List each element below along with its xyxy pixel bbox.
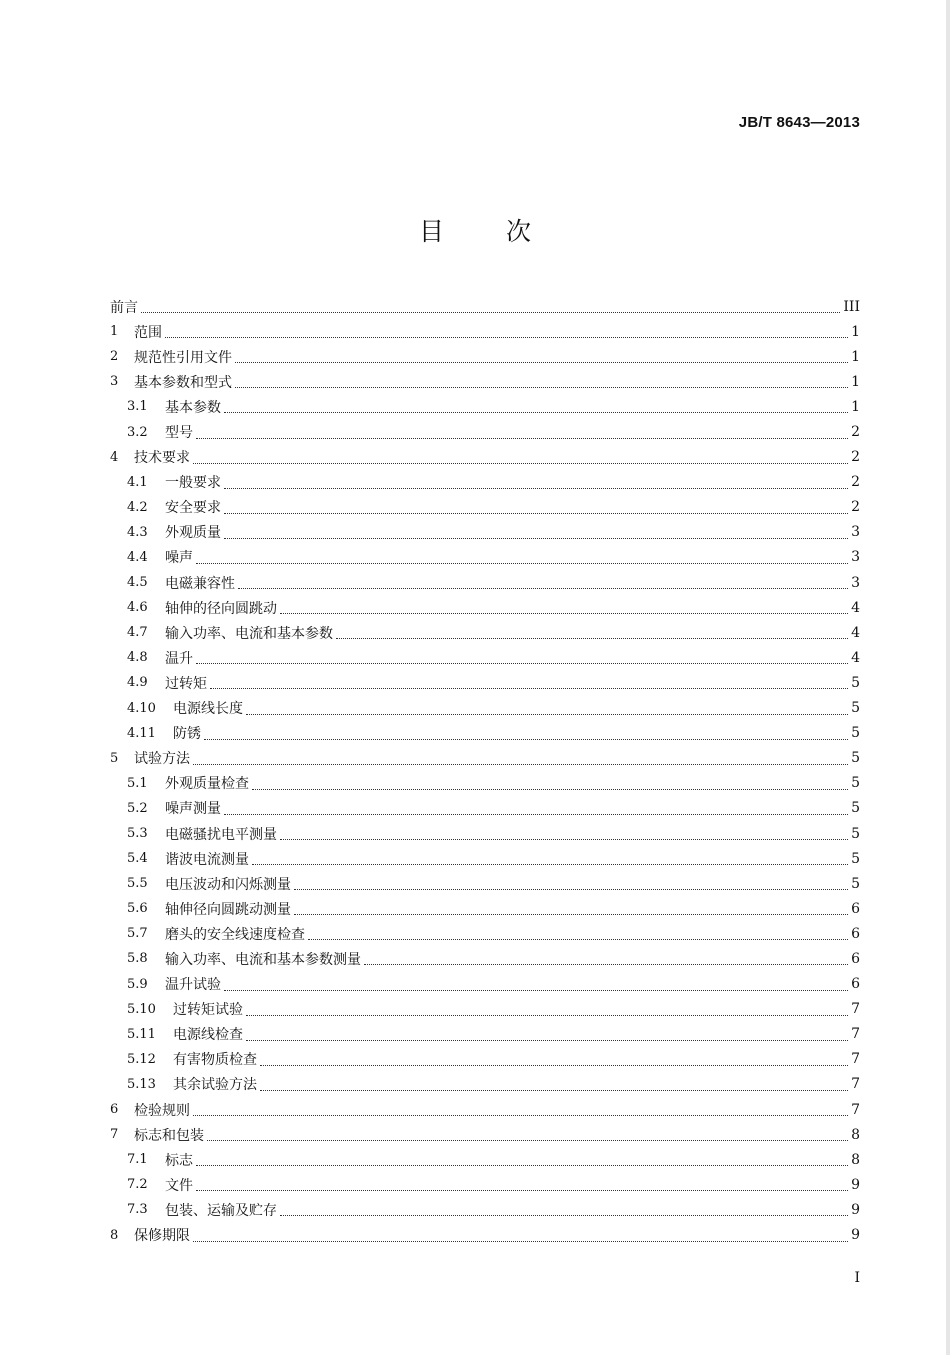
- toc-entry-label: 文件: [165, 1177, 193, 1194]
- toc-entry-page: 5: [851, 725, 860, 742]
- toc-entry-label: 保修期限: [134, 1228, 190, 1245]
- toc-entry-number: 5.8: [127, 951, 148, 967]
- toc-entry-page: 7: [851, 1076, 860, 1093]
- toc-dot-leader: [210, 678, 848, 689]
- toc-entry[interactable]: [110, 1097, 860, 1122]
- toc-entry-page: 6: [851, 900, 860, 917]
- toc-entry-label: 电源线检查: [173, 1027, 243, 1044]
- toc-entry-page: 1: [851, 373, 860, 390]
- toc-entry[interactable]: [110, 470, 860, 495]
- toc-entry-label: 基本参数: [165, 399, 221, 416]
- toc-entry[interactable]: [110, 746, 860, 771]
- toc-dot-leader: [252, 854, 848, 865]
- toc-entry-page: 1: [851, 348, 860, 365]
- toc-entry[interactable]: [110, 896, 860, 921]
- toc-entry-label: 标志: [165, 1152, 193, 1169]
- toc-dot-leader: [204, 729, 848, 740]
- toc-entry-number: 4.9: [127, 675, 148, 691]
- toc-dot-leader: [196, 1180, 848, 1191]
- toc-entry[interactable]: [110, 1147, 860, 1172]
- toc-entry-number: 5.5: [127, 876, 148, 892]
- toc-dot-leader: [193, 754, 848, 765]
- toc-entry-number: 4.7: [127, 625, 148, 641]
- toc-entry-number: 7.3: [127, 1202, 148, 1218]
- toc-entry-page: 2: [851, 474, 860, 491]
- toc-entry[interactable]: [110, 696, 860, 721]
- toc-entry-number: 5.13: [127, 1076, 156, 1092]
- toc-entry-label: 噪声: [165, 550, 193, 567]
- toc-entry-page: 8: [851, 1151, 860, 1168]
- toc-entry-page: 3: [851, 524, 860, 541]
- toc-dot-leader: [224, 980, 848, 991]
- toc-dot-leader: [141, 302, 840, 313]
- toc-dot-leader: [165, 327, 848, 338]
- toc-dot-leader: [224, 804, 848, 815]
- toc-entry-label: 一般要求: [165, 475, 221, 492]
- toc-entry-number: 7: [110, 1127, 119, 1143]
- toc-entry-page: 7: [851, 1026, 860, 1043]
- toc-entry-page: 2: [851, 499, 860, 516]
- toc-entry[interactable]: [110, 595, 860, 620]
- toc-entry-number: 4.11: [127, 725, 156, 741]
- document-code: JB/T 8643—2013: [738, 114, 860, 131]
- toc-entry-page: 6: [851, 976, 860, 993]
- page-title-part2: 次: [506, 217, 532, 246]
- toc-entry-page: 5: [851, 700, 860, 717]
- toc-entry-page: 5: [851, 875, 860, 892]
- toc-entry-label: 安全要求: [165, 500, 221, 517]
- toc-entry-label: 标志和包装: [134, 1127, 204, 1144]
- toc-dot-leader: [193, 1231, 848, 1242]
- toc-entry-number: 5.7: [127, 926, 148, 942]
- toc-entry-page: 5: [851, 800, 860, 817]
- toc-entry-label: 电源线长度: [173, 701, 243, 718]
- toc-entry[interactable]: [110, 369, 860, 394]
- toc-entry[interactable]: [110, 394, 860, 419]
- toc-entry-number: 3: [110, 374, 119, 390]
- toc-entry-label: 范围: [134, 324, 162, 341]
- toc-entry-number: 3.2: [127, 424, 148, 440]
- toc-entry-number: 1: [110, 324, 119, 340]
- toc-dot-leader: [207, 1130, 848, 1141]
- toc-entry-number: 4.4: [127, 549, 148, 565]
- toc-entry-label: 有害物质检查: [173, 1052, 257, 1069]
- toc-entry-label: 轴伸径向圆跳动测量: [165, 901, 291, 918]
- toc-entry-label: 试验方法: [134, 751, 190, 768]
- toc-entry-number: 5.9: [127, 976, 148, 992]
- toc-entry-label: 电压波动和闪烁测量: [165, 876, 291, 893]
- toc-dot-leader: [294, 904, 848, 915]
- toc-dot-leader: [193, 453, 848, 464]
- toc-entry-label: 防锈: [173, 726, 201, 743]
- toc-entry-number: 5.6: [127, 901, 148, 917]
- toc-dot-leader: [308, 929, 848, 940]
- toc-dot-leader: [238, 578, 848, 589]
- toc-entry[interactable]: [110, 419, 860, 444]
- toc-entry[interactable]: [110, 520, 860, 545]
- toc-entry-label: 技术要求: [134, 450, 190, 467]
- toc-dot-leader: [336, 628, 848, 639]
- page-title-part1: 目: [418, 217, 444, 246]
- toc-entry[interactable]: [110, 294, 860, 319]
- toc-dot-leader: [193, 1105, 848, 1116]
- toc-entry-number: 4.2: [127, 499, 148, 515]
- toc-entry-label: 外观质量: [165, 525, 221, 542]
- toc-entry[interactable]: [110, 445, 860, 470]
- toc-dot-leader: [196, 428, 848, 439]
- toc-entry-number: 5.4: [127, 851, 148, 867]
- toc-entry-number: 4.10: [127, 700, 156, 716]
- toc-entry[interactable]: [110, 921, 860, 946]
- toc-entry-label: 规范性引用文件: [134, 349, 232, 366]
- toc-entry-page: 9: [851, 1176, 860, 1193]
- toc-entry[interactable]: [110, 1047, 860, 1072]
- toc-entry-label: 电磁兼容性: [165, 575, 235, 592]
- toc-entry[interactable]: [110, 821, 860, 846]
- page-title: [0, 212, 950, 248]
- toc-dot-leader: [224, 402, 848, 413]
- toc-dot-leader: [280, 829, 848, 840]
- toc-entry-number: 4.3: [127, 524, 148, 540]
- toc-entry-page: 6: [851, 950, 860, 967]
- toc-entry-number: 4.1: [127, 474, 148, 490]
- toc-entry-number: 4.5: [127, 575, 148, 591]
- page-edge: [946, 0, 950, 1355]
- toc-entry-label: 磨头的安全线速度检查: [165, 926, 305, 943]
- toc-entry-label: 轴伸的径向圆跳动: [165, 600, 277, 617]
- toc-dot-leader: [294, 879, 848, 890]
- toc-entry[interactable]: [110, 871, 860, 896]
- toc-entry[interactable]: [110, 620, 860, 645]
- toc-dot-leader: [252, 779, 848, 790]
- toc-entry-page: 6: [851, 925, 860, 942]
- toc-entry-label: 过转矩: [165, 675, 207, 692]
- toc-entry-number: 5.1: [127, 775, 148, 791]
- toc-entry-number: 5.3: [127, 826, 148, 842]
- toc-entry-page: 9: [851, 1227, 860, 1244]
- toc-entry-page: 3: [851, 549, 860, 566]
- toc-entry-number: 4.6: [127, 600, 148, 616]
- toc-dot-leader: [196, 653, 848, 664]
- toc-dot-leader: [280, 1205, 848, 1216]
- toc-entry[interactable]: [110, 495, 860, 520]
- toc-entry-label: 输入功率、电流和基本参数测量: [165, 951, 361, 968]
- toc-entry[interactable]: [110, 796, 860, 821]
- toc-entry[interactable]: [110, 972, 860, 997]
- toc-dot-leader: [196, 1155, 848, 1166]
- toc-entry-number: 2: [110, 349, 119, 365]
- toc-entry-label: 外观质量检查: [165, 776, 249, 793]
- toc-entry-page: 7: [851, 1101, 860, 1118]
- toc-entry-page: 5: [851, 674, 860, 691]
- page-number: I: [854, 1270, 860, 1286]
- toc-entry[interactable]: [110, 997, 860, 1022]
- toc-entry-page: 3: [851, 574, 860, 591]
- toc-dot-leader: [235, 377, 848, 388]
- toc-dot-leader: [224, 503, 848, 514]
- toc-dot-leader: [246, 1005, 848, 1016]
- toc-entry[interactable]: [110, 771, 860, 796]
- toc-entry-label: 过转矩试验: [173, 1002, 243, 1019]
- toc-entry[interactable]: [110, 946, 860, 971]
- toc-dot-leader: [196, 553, 848, 564]
- toc-entry-label: 温升试验: [165, 977, 221, 994]
- toc-entry-number: 5.12: [127, 1051, 156, 1067]
- toc-dot-leader: [224, 478, 848, 489]
- toc-entry-page: 7: [851, 1001, 860, 1018]
- toc-entry-page: 2: [851, 424, 860, 441]
- toc-entry[interactable]: [110, 670, 860, 695]
- table-of-contents: [110, 294, 860, 1248]
- toc-dot-leader: [224, 528, 848, 539]
- toc-entry-page: 1: [851, 398, 860, 415]
- toc-entry-number: 3.1: [127, 399, 148, 415]
- toc-dot-leader: [246, 1030, 848, 1041]
- toc-entry[interactable]: [110, 545, 860, 570]
- toc-entry-label: 输入功率、电流和基本参数: [165, 625, 333, 642]
- toc-entry-label: 噪声测量: [165, 801, 221, 818]
- toc-entry-number: 8: [110, 1227, 119, 1243]
- toc-dot-leader: [235, 352, 848, 363]
- toc-entry-page: 4: [851, 624, 860, 641]
- toc-entry[interactable]: [110, 319, 860, 344]
- toc-entry[interactable]: [110, 1022, 860, 1047]
- toc-entry-page: 2: [851, 449, 860, 466]
- toc-entry-label: 包装、运输及贮存: [165, 1202, 277, 1219]
- toc-entry-number: 4: [110, 449, 119, 465]
- toc-entry[interactable]: [110, 570, 860, 595]
- toc-entry-page: 5: [851, 825, 860, 842]
- toc-entry-page: 8: [851, 1126, 860, 1143]
- toc-entry-label: 电磁骚扰电平测量: [165, 826, 277, 843]
- toc-dot-leader: [260, 1055, 848, 1066]
- toc-entry-label: 其余试验方法: [173, 1077, 257, 1094]
- toc-entry[interactable]: [110, 645, 860, 670]
- toc-entry-page: 5: [851, 850, 860, 867]
- toc-entry[interactable]: [110, 1122, 860, 1147]
- toc-dot-leader: [246, 704, 848, 715]
- toc-entry-number: 5.11: [127, 1026, 156, 1042]
- toc-entry-number: 7.2: [127, 1177, 148, 1193]
- toc-entry-label: 基本参数和型式: [134, 374, 232, 391]
- toc-dot-leader: [364, 954, 848, 965]
- toc-entry-page: 5: [851, 775, 860, 792]
- toc-entry[interactable]: [110, 1222, 860, 1247]
- toc-entry-number: 5: [110, 750, 119, 766]
- toc-entry-number: 5.2: [127, 800, 148, 816]
- toc-entry-label: 检验规则: [134, 1102, 190, 1119]
- toc-entry-number: 5.10: [127, 1001, 156, 1017]
- toc-entry-page: III: [843, 298, 860, 315]
- toc-entry[interactable]: [110, 846, 860, 871]
- toc-entry[interactable]: [110, 1172, 860, 1197]
- toc-entry[interactable]: [110, 721, 860, 746]
- toc-entry-page: 5: [851, 750, 860, 767]
- toc-entry-number: 4.8: [127, 650, 148, 666]
- toc-entry-page: 4: [851, 649, 860, 666]
- toc-entry-page: 9: [851, 1201, 860, 1218]
- toc-entry-page: 7: [851, 1051, 860, 1068]
- toc-dot-leader: [260, 1080, 848, 1091]
- toc-entry-page: 1: [851, 323, 860, 340]
- toc-entry-label: 前言: [110, 299, 138, 316]
- toc-entry-number: 6: [110, 1102, 119, 1118]
- toc-dot-leader: [280, 603, 848, 614]
- toc-entry-label: 型号: [165, 425, 193, 442]
- toc-entry-label: 温升: [165, 650, 193, 667]
- toc-entry[interactable]: [110, 344, 860, 369]
- toc-entry-number: 7.1: [127, 1152, 148, 1168]
- toc-entry-page: 4: [851, 599, 860, 616]
- toc-entry[interactable]: [110, 1197, 860, 1222]
- toc-entry[interactable]: [110, 1072, 860, 1097]
- toc-entry-label: 谐波电流测量: [165, 851, 249, 868]
